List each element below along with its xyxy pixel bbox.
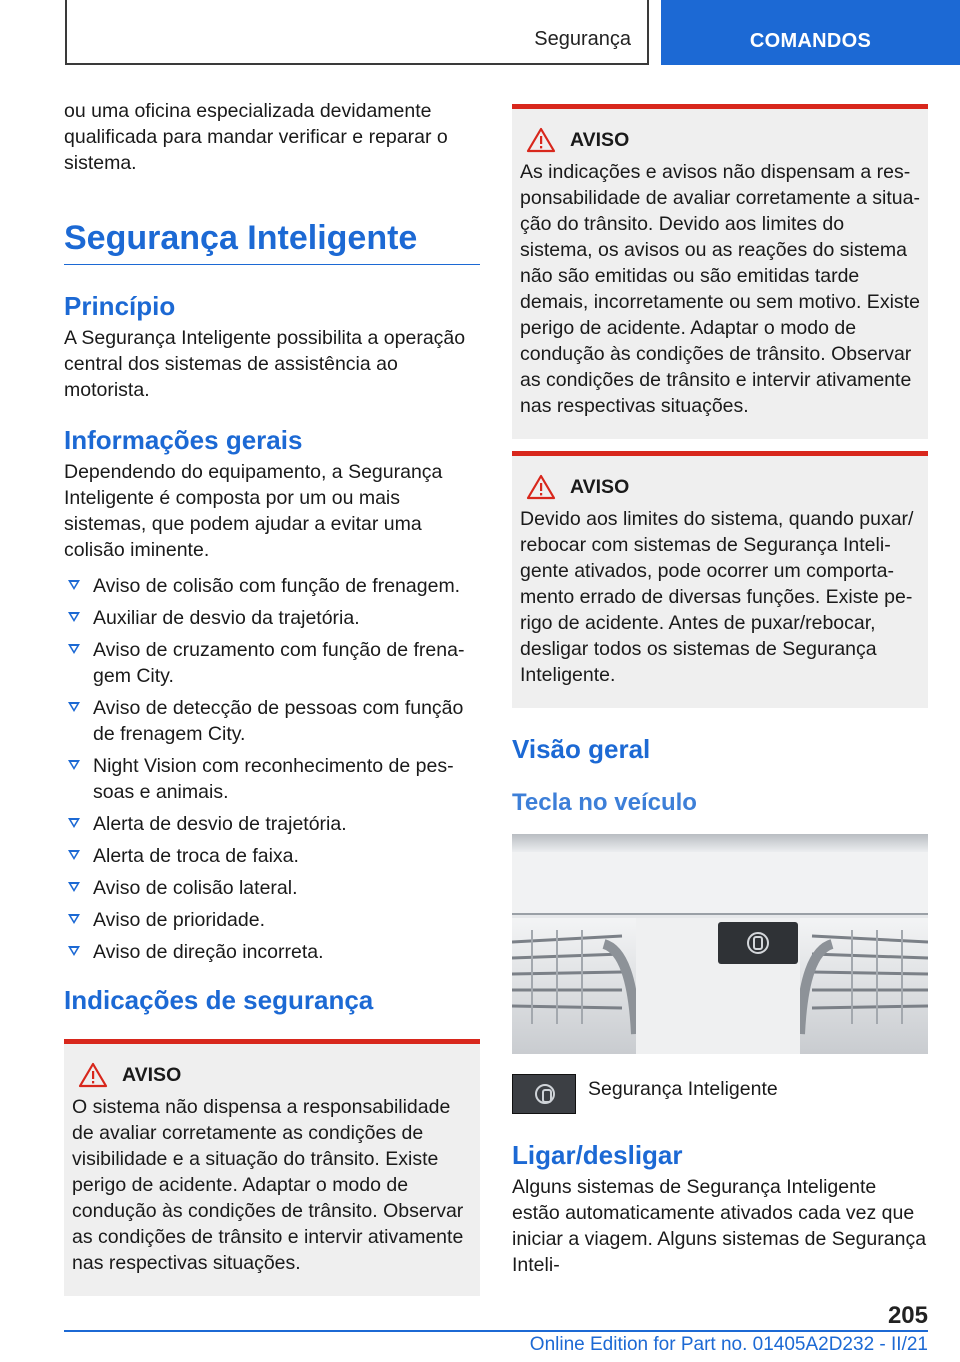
safety-heading: Indicações de segurança <box>64 985 374 1015</box>
page-title: Segurança Inteligente <box>64 218 480 265</box>
warning-text: Devido aos limites do sistema, quando puxar/ rebocar com sistemas de Segurança Inteligente ativados, pode ocorrer um comportamento errado de diversas funções. Existe perigo de acidente. Antes de puxar/rebocar, desligar todos os sistemas de Segurança Inteligente. <box>520 508 914 686</box>
footer-edition: Online Edition for Part no. 01405A2D232 - II/21 <box>529 1334 928 1355</box>
warning-title: AVISO <box>570 128 630 151</box>
warning-triangle-icon <box>526 127 556 153</box>
header-chapter-tab <box>661 0 960 65</box>
page-number: 205 <box>887 1302 928 1329</box>
safety-button-icon <box>512 1074 576 1114</box>
list-item: Aviso de detecção de pessoas com função de frenagem City. <box>64 695 480 747</box>
bullet-triangle-icon <box>68 580 80 590</box>
header-section-title: Segurança <box>534 28 631 50</box>
warning-box <box>512 451 928 708</box>
key-legend <box>512 1074 928 1114</box>
list-item: Aviso de cruzamento com função de frenagem City. <box>64 637 480 689</box>
bullet-triangle-icon <box>68 818 80 828</box>
list-item: Aviso de prioridade. <box>64 907 480 933</box>
list-item: Alerta de desvio de trajetória. <box>64 811 480 837</box>
warning-text: As indicações e avisos não dispensam a responsabilidade de avaliar corretamente a situação do trânsito. Devido aos limites do sistema, os avisos ou as reações do sistema não são emitidas ou são emitidas tarde demais, incorretamente ou sem motivo. Existe perigo de acidente. Adaptar o modo de condução às condições de trânsito. Observar as condições de trânsito e intervir ativamente nas respectivas situações. <box>520 161 920 417</box>
list-item: Aviso de direção incorreta. <box>64 939 480 965</box>
bullet-triangle-icon <box>68 612 80 622</box>
warning-triangle-icon <box>526 474 556 500</box>
info-heading: Informações gerais <box>64 425 303 455</box>
left-column <box>64 98 480 1296</box>
principle-heading: Princípio <box>64 291 176 321</box>
info-text: Dependendo do equipamento, a Segurança Inteligente é composta por um ou mais sistemas, que podem ajudar a evitar uma colisão iminente. <box>64 461 443 561</box>
footer-divider <box>64 1330 928 1332</box>
warning-box <box>64 1039 480 1296</box>
key-label: Segurança Inteligente <box>588 1078 778 1100</box>
list-item: Auxiliar de desvio da trajetória. <box>64 605 480 631</box>
bullet-triangle-icon <box>68 946 80 956</box>
list-item: Alerta de troca de faixa. <box>64 843 480 869</box>
bullet-triangle-icon <box>68 702 80 712</box>
bullet-triangle-icon <box>68 914 80 924</box>
bullet-triangle-icon <box>68 850 80 860</box>
intro-paragraph: ou uma oficina especializada devidamente qualificada para mandar verificar e reparar o sistema. <box>64 100 448 174</box>
bullet-triangle-icon <box>68 644 80 654</box>
bullet-triangle-icon <box>68 760 80 770</box>
header-chapter-title: COMANDOS <box>749 30 872 52</box>
header-section-box <box>65 0 649 65</box>
warning-box <box>512 104 928 439</box>
right-column <box>512 104 928 1278</box>
list-item: Night Vision com reconhecimento de pessoas e animais. <box>64 753 480 805</box>
warning-triangle-icon <box>78 1062 108 1088</box>
key-heading: Tecla no veículo <box>512 789 697 816</box>
onoff-text: Alguns sistemas de Segurança Inteligente estão automaticamente ativados cada vez que iniciar a viagem. Alguns sistemas de Segurança Inteli- <box>512 1176 927 1276</box>
list-item: Aviso de colisão com função de frenagem. <box>64 573 480 599</box>
principle-text: A Segurança Inteligente possibilita a operação central dos sistemas de assistência ao motorista. <box>64 327 466 401</box>
overview-heading: Visão geral <box>512 734 651 764</box>
list-item: Aviso de colisão lateral. <box>64 875 480 901</box>
dashboard-vents-illustration <box>512 834 928 1054</box>
vehicle-key-photo <box>512 834 928 1054</box>
systems-list <box>64 573 480 965</box>
warning-text: O sistema não dispensa a responsabilidade de avaliar corretamente as condições de visibilidade e a situação do trânsito. Existe perigo de acidente. Adaptar o modo de condução às condições de trânsito. Observar as condições de trânsito e intervir ativamente nas respectivas situações. <box>72 1096 464 1274</box>
warning-title: AVISO <box>122 1063 182 1086</box>
onoff-heading: Ligar/desligar <box>512 1140 683 1170</box>
bullet-triangle-icon <box>68 882 80 892</box>
warning-title: AVISO <box>570 475 630 498</box>
